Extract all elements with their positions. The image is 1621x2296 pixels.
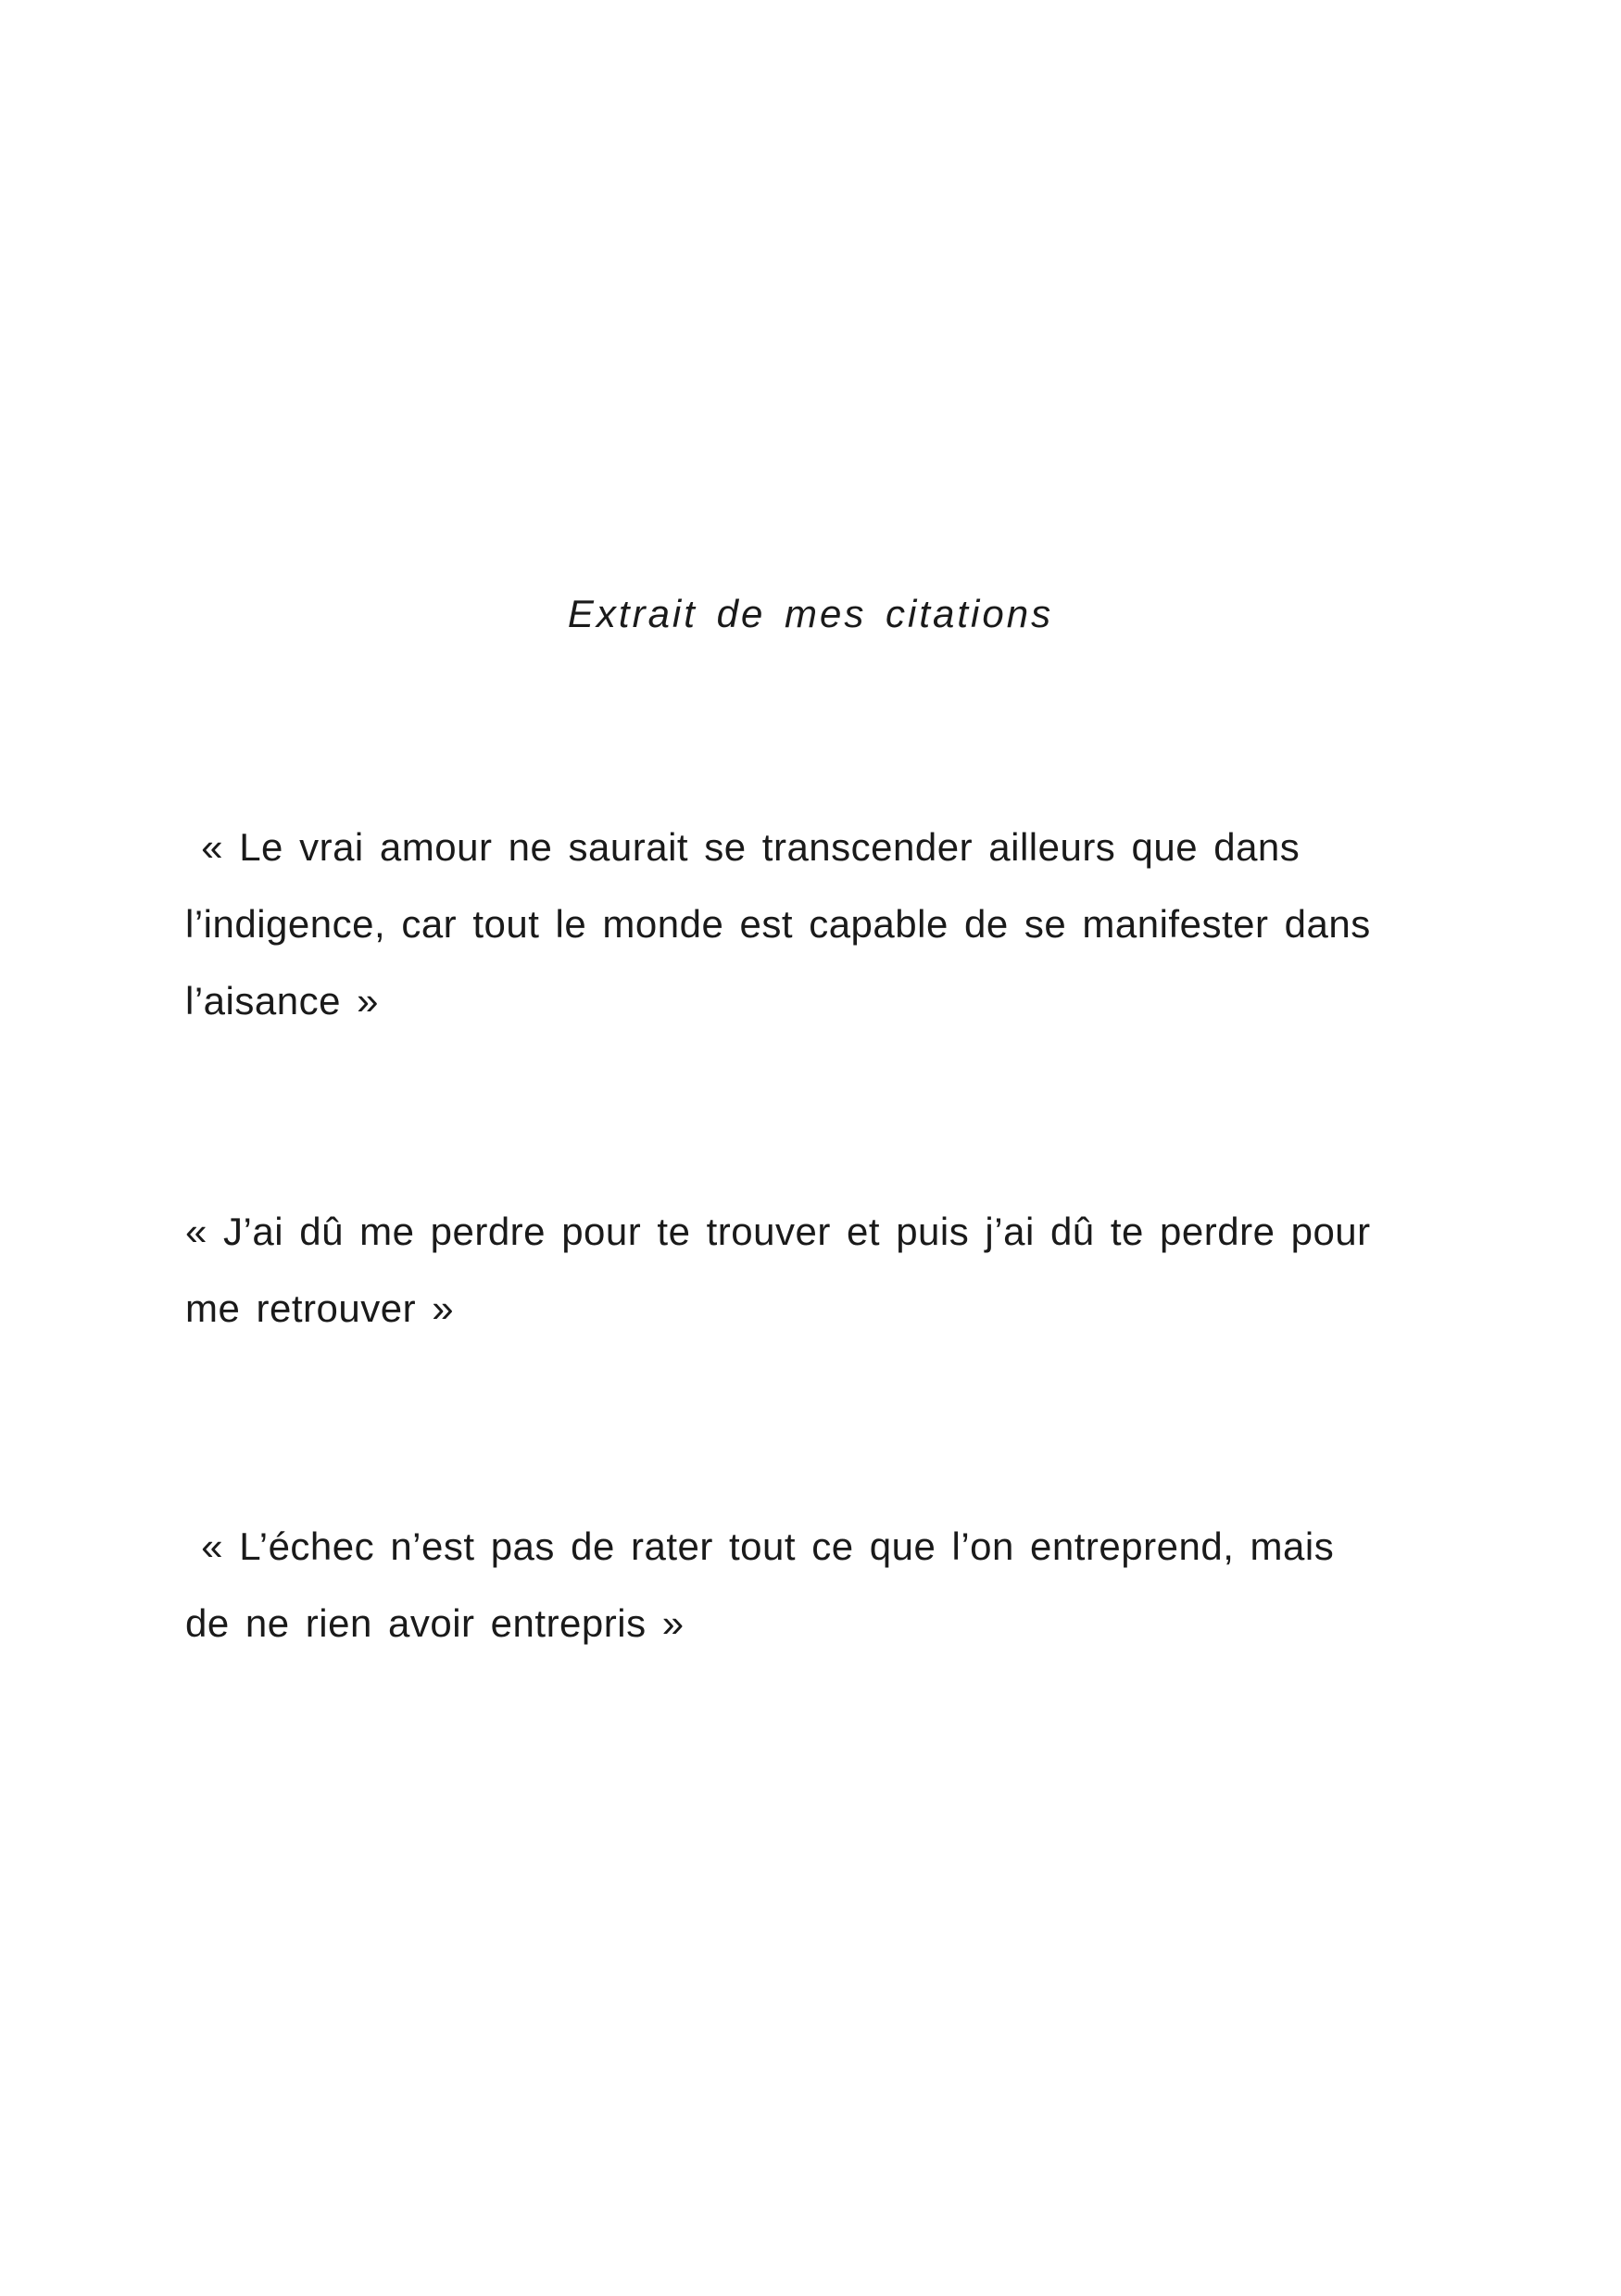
quote-1-line-2: l’indigence, car tout le monde est capable de se manifester dans — [185, 902, 1371, 946]
quote-3-line-1: « L’échec n’est pas de rater tout ce que l’on entreprend, mais — [185, 1524, 1335, 1568]
quote-block-1 — [185, 809, 1510, 1039]
quote-block-3 — [185, 1508, 1510, 1662]
quote-1-line-1: « Le vrai amour ne saurait se transcender ailleurs que dans — [185, 825, 1301, 869]
quote-block-2 — [185, 1193, 1510, 1347]
quote-1-line-3: l’aisance » — [185, 979, 379, 1023]
quote-2-line-1: « J’ai dû me perdre pour te trouver et puis j’ai dû te perdre pour — [185, 1210, 1371, 1253]
page-title: Extrait de mes citations — [567, 592, 1054, 635]
quote-2-line-2: me retrouver » — [185, 1286, 455, 1330]
quote-3-line-2: de ne rien avoir entrepris » — [185, 1601, 685, 1645]
